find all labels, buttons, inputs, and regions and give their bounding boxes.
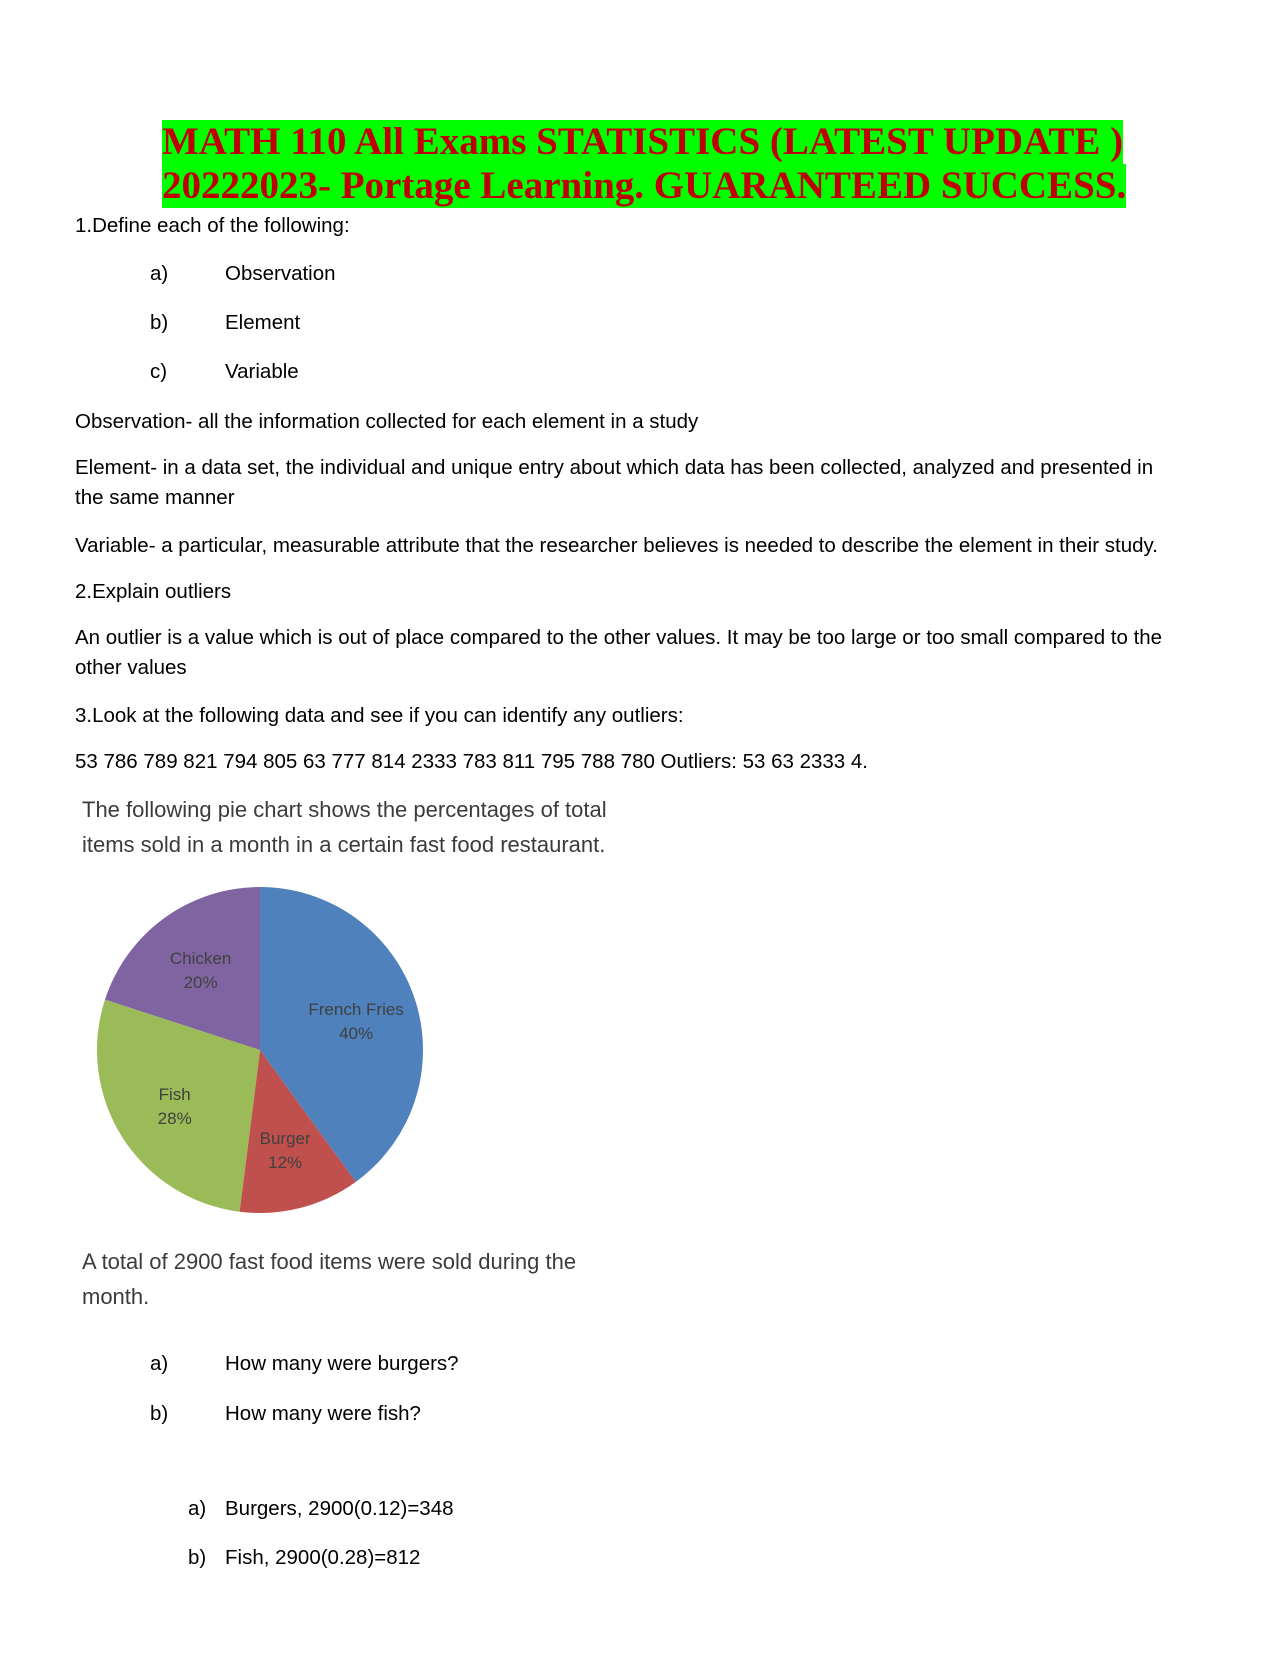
q3-prompt: 3.Look at the following data and see if you can identify any outliers: — [75, 704, 684, 727]
q4-question-a-text: How many were burgers? — [225, 1352, 459, 1375]
q1-item-b-text: Element — [225, 311, 301, 334]
q1-answer-element: Element- in a data set, the individual and unique entry about which data has been collected, analyzed and presented in the same manner — [75, 456, 1154, 509]
q1-answer-observation: Observation- all the information collected for each element in a study — [75, 410, 699, 433]
pie-value-burger: 12% — [268, 1152, 303, 1172]
document-title — [162, 120, 1127, 208]
q4-answer-b-letter: b) — [188, 1546, 207, 1569]
pie-label-burger: Burger — [259, 1128, 311, 1148]
pie-value-fish: 28% — [157, 1109, 192, 1129]
pie-intro-text: The following pie chart shows the percentages of total items sold in a month in a certain fast food restaurant. — [82, 797, 607, 857]
q4-question-b-text: How many were fish? — [225, 1402, 421, 1425]
pie-total-text: A total of 2900 fast food items were sold during the month. — [82, 1249, 577, 1309]
pie-value-chicken: 20% — [183, 973, 218, 993]
pie-chart — [90, 880, 430, 1220]
q3-data-line: 53 786 789 821 794 805 63 777 814 2333 783 811 795 788 780 Outliers: 53 63 2333 4. — [75, 750, 868, 773]
q2-answer: An outlier is a value which is out of place compared to the other values. It may be too large or too small compared to the other values — [75, 626, 1163, 679]
title-line-1: MATH 110 All Exams STATISTICS (LATEST UPDATE ) — [162, 120, 1124, 163]
q2-prompt: 2.Explain outliers — [75, 580, 232, 603]
title-line-2: 20222023- Portage Learning. GUARANTEED SUCCESS. — [162, 164, 1127, 207]
pie-label-chicken: Chicken — [169, 949, 232, 969]
q1-item-c-letter: c) — [150, 360, 168, 383]
q4-answer-a-letter: a) — [188, 1497, 207, 1520]
q4-question-b-letter: b) — [150, 1402, 169, 1425]
q1-answer-variable: Variable- a particular, measurable attribute that the researcher believes is needed to describe the element in their study. — [75, 534, 1158, 557]
q1-prompt: 1.Define each of the following: — [75, 214, 350, 237]
q1-item-a-text: Observation — [225, 262, 336, 285]
q4-question-a-letter: a) — [150, 1352, 169, 1375]
q1-item-b-letter: b) — [150, 311, 169, 334]
q4-answer-a-text: Burgers, 2900(0.12)=348 — [225, 1497, 454, 1520]
q1-item-a-letter: a) — [150, 262, 169, 285]
pie-label-fish: Fish — [158, 1085, 191, 1105]
pie-label-french-fries: French Fries — [308, 999, 404, 1019]
pie-value-french-fries: 40% — [339, 1023, 374, 1043]
q1-item-c-text: Variable — [225, 360, 299, 383]
q4-answer-b-text: Fish, 2900(0.28)=812 — [225, 1546, 421, 1569]
